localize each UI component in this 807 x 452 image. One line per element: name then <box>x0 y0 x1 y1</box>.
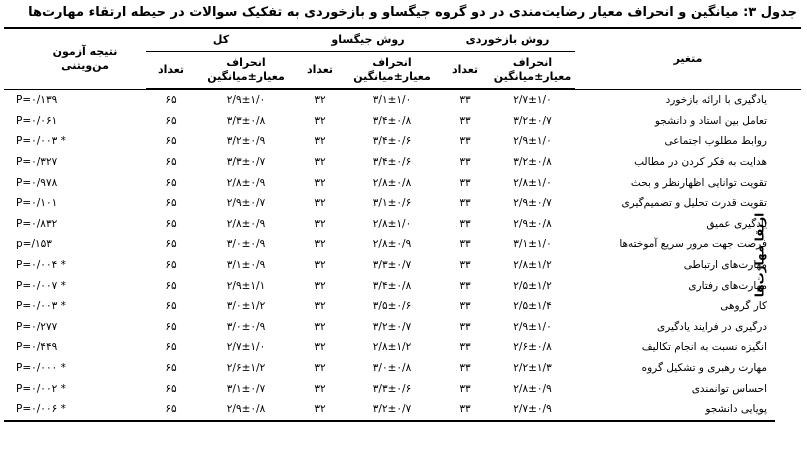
jigsaw-mean-sd: ۳/۴±۰/۸ <box>372 114 412 127</box>
jigsaw-count: ۳۲ <box>314 114 326 127</box>
item-name: هدایت به فکر کردن در مطالب <box>634 156 767 169</box>
total-mean-sd: ۲/۹±۰/۷ <box>226 197 266 210</box>
mann-whitney-p: P=۰/۰۰۳ * <box>16 135 66 148</box>
feedback-mean-sd: ۲/۹±۰/۸ <box>513 217 552 230</box>
jigsaw-count: ۳۲ <box>314 341 326 354</box>
jigsaw-count: ۳۲ <box>314 176 326 189</box>
feedback-count: ۳۳ <box>459 94 471 107</box>
feedback-count: ۳۳ <box>459 362 471 375</box>
mann-whitney-p: P=۰/۰۰۶ * <box>4 399 146 421</box>
total-mean-sd: ۲/۸±۰/۹ <box>226 176 266 189</box>
jigsaw-mean-sd: ۳/۴±۰/۶ <box>372 135 412 148</box>
item-name: فرصت جهت مرور سریع آموخته‌ها <box>619 238 767 251</box>
jigsaw-mean-sd: ۳/۴±۰/۶ <box>372 156 412 169</box>
jigsaw-count: ۳۲ <box>314 362 326 375</box>
feedback-mean-sd: ۲/۷±۱/۰ <box>513 94 552 107</box>
jigsaw-count: ۳۲ <box>314 135 326 148</box>
table-row <box>4 358 801 379</box>
jigsaw-mean-sd: ۳/۱±۱/۰ <box>372 94 412 107</box>
table-row <box>4 255 801 276</box>
feedback-count: ۳۳ <box>459 135 471 148</box>
feedback-mean-sd: ۲/۷±۰/۹ <box>490 399 575 421</box>
total-mean-sd: ۳/۳±۰/۷ <box>226 156 266 169</box>
feedback-mean-sd: ۲/۸±۱/۰ <box>513 176 552 189</box>
total-count: ۶۵ <box>165 300 177 313</box>
header-jigsaw-count: تعداد <box>296 52 344 90</box>
jigsaw-count: ۳۲ <box>314 300 326 313</box>
table-row <box>4 399 801 421</box>
header-total-mean-sd: انحراف معیار±میانگین <box>196 52 296 90</box>
total-mean-sd: ۲/۹±۱/۰ <box>226 94 266 107</box>
total-count: ۶۵ <box>146 399 196 421</box>
total-count: ۶۵ <box>165 320 177 333</box>
jigsaw-mean-sd: ۲/۸±۱/۲ <box>372 341 412 354</box>
total-mean-sd: ۲/۶±۱/۲ <box>226 362 266 375</box>
jigsaw-mean-sd: ۳/۲±۰/۷ <box>344 399 440 421</box>
header-group-feedback: روش بازخوردی <box>440 28 575 52</box>
total-count: ۶۵ <box>165 197 177 210</box>
feedback-count: ۳۳ <box>459 320 471 333</box>
table-row <box>4 234 801 255</box>
mann-whitney-p: P=۰/۸۳۲ <box>16 217 58 230</box>
feedback-mean-sd: ۳/۱±۱/۰ <box>513 238 552 251</box>
total-mean-sd: ۲/۹±۱/۱ <box>226 279 266 292</box>
feedback-count: ۳۳ <box>459 341 471 354</box>
total-count: ۶۵ <box>165 156 177 169</box>
feedback-mean-sd: ۲/۸±۱/۲ <box>513 259 552 272</box>
table-row <box>4 172 801 193</box>
feedback-count: ۳۳ <box>440 399 490 421</box>
item-name: تعامل بین استاد و دانشجو <box>654 114 767 127</box>
table-row <box>4 317 801 338</box>
total-count: ۶۵ <box>165 362 177 375</box>
category-label: ارتقا مهارت‌ها <box>751 212 766 298</box>
header-feedback-mean-sd: انحراف معیار±میانگین <box>490 52 575 90</box>
mann-whitney-p: P=۰/۹۷۸ <box>16 176 58 189</box>
feedback-count: ۳۳ <box>459 197 471 210</box>
feedback-mean-sd: ۳/۲±۰/۸ <box>513 156 552 169</box>
feedback-mean-sd: ۲/۸±۰/۹ <box>513 382 552 395</box>
header-total-count: تعداد <box>146 52 196 90</box>
feedback-mean-sd: ۲/۲±۱/۳ <box>513 362 552 375</box>
jigsaw-count: ۳۲ <box>314 382 326 395</box>
total-count: ۶۵ <box>165 341 177 354</box>
header-group-total: کل <box>146 28 296 52</box>
header-variable: متغیر <box>575 28 801 89</box>
mann-whitney-p: P=۰/۳۲۷ <box>16 156 58 169</box>
feedback-mean-sd: ۲/۹±۱/۰ <box>513 135 552 148</box>
table-row <box>4 193 801 214</box>
feedback-count: ۳۳ <box>459 156 471 169</box>
item-name: احساس توانمندی <box>691 382 767 395</box>
mann-whitney-p: P=۰/۱۰۱ <box>16 197 58 210</box>
table-row <box>4 89 801 111</box>
total-mean-sd: ۳/۰±۱/۲ <box>226 300 266 313</box>
mann-whitney-p: P=۰/۰۰۲ * <box>16 382 66 395</box>
jigsaw-count: ۳۲ <box>314 217 326 230</box>
jigsaw-count: ۳۲ <box>314 94 326 107</box>
item-name: درگیری در فرایند یادگیری <box>657 320 767 333</box>
mann-whitney-p: P=۰/۰۰۳ * <box>16 300 66 313</box>
total-count: ۶۵ <box>165 176 177 189</box>
feedback-count: ۳۳ <box>459 259 471 272</box>
jigsaw-mean-sd: ۲/۸±۰/۸ <box>372 176 412 189</box>
jigsaw-count: ۳۲ <box>314 197 326 210</box>
total-mean-sd: ۳/۲±۰/۹ <box>226 135 266 148</box>
feedback-count: ۳۳ <box>459 382 471 395</box>
jigsaw-mean-sd: ۳/۲±۰/۷ <box>372 320 412 333</box>
jigsaw-count: ۳۲ <box>314 238 326 251</box>
item-name: تقویت توانایی اظهارنظر و بحث <box>630 176 767 189</box>
mann-whitney-p: P=۰/۰۰۰ * <box>16 362 66 375</box>
feedback-count: ۳۳ <box>459 217 471 230</box>
total-mean-sd: ۳/۳±۰/۸ <box>226 114 266 127</box>
feedback-count: ۳۳ <box>459 279 471 292</box>
jigsaw-mean-sd: ۳/۳±۰/۷ <box>372 259 412 272</box>
mann-whitney-p: P=۰/۰۶۱ <box>16 114 58 127</box>
jigsaw-count: ۳۲ <box>296 399 344 421</box>
total-count: ۶۵ <box>165 382 177 395</box>
table-row <box>4 296 801 317</box>
total-count: ۶۵ <box>165 238 177 251</box>
jigsaw-mean-sd: ۳/۵±۰/۶ <box>372 300 412 313</box>
mann-whitney-p: P=۰/۰۰۴ * <box>16 259 66 272</box>
jigsaw-count: ۳۲ <box>314 156 326 169</box>
total-count: ۶۵ <box>165 217 177 230</box>
total-mean-sd: ۳/۱±۰/۷ <box>226 382 266 395</box>
feedback-count: ۳۳ <box>459 114 471 127</box>
total-count: ۶۵ <box>165 279 177 292</box>
mann-whitney-p: P=۰/۴۴۹ <box>16 341 58 354</box>
header-group-jigsaw: روش جیگساو <box>296 28 440 52</box>
jigsaw-mean-sd: ۲/۸±۰/۹ <box>372 238 412 251</box>
total-mean-sd: ۲/۸±۰/۹ <box>226 217 266 230</box>
table-row <box>4 275 801 296</box>
item-name: روابط مطلوب اجتماعی <box>664 135 767 148</box>
feedback-count: ۳۳ <box>459 176 471 189</box>
feedback-mean-sd: ۲/۵±۱/۲ <box>513 279 552 292</box>
feedback-mean-sd: ۲/۹±۱/۰ <box>513 320 552 333</box>
item-name: یادگیری با ارائه بازخورد <box>665 94 767 107</box>
item-name: کار گروهی <box>720 300 767 313</box>
item-name: پویایی دانشجو <box>575 399 775 421</box>
jigsaw-mean-sd: ۳/۱±۰/۶ <box>372 197 412 210</box>
table-body <box>4 89 801 421</box>
total-count: ۶۵ <box>165 135 177 148</box>
mann-whitney-p: p=/۱۵۳ <box>16 238 52 251</box>
item-name: انگیزه نسبت به انجام تکالیف <box>641 341 767 354</box>
total-mean-sd: ۳/۱±۰/۹ <box>226 259 266 272</box>
item-name: مهارت‌های ارتباطی <box>683 259 767 272</box>
table-row <box>4 111 801 132</box>
total-count: ۶۵ <box>165 259 177 272</box>
table-row <box>4 131 801 152</box>
table-row <box>4 152 801 173</box>
total-count: ۶۵ <box>165 94 177 107</box>
feedback-mean-sd: ۲/۹±۰/۷ <box>513 197 552 210</box>
feedback-mean-sd: ۳/۲±۰/۷ <box>513 114 552 127</box>
item-name: تقویت قدرت تحلیل و تصمیم‌گیری <box>621 197 767 210</box>
total-mean-sd: ۳/۰±۰/۹ <box>226 238 266 251</box>
table-row <box>4 378 801 399</box>
feedback-mean-sd: ۲/۵±۱/۴ <box>513 300 552 313</box>
table-caption: جدول ۳: میانگین و انحراف معیار رضایت‌مندی در دو گروه جیگساو و بازخوردی به تفکیک سوالات در حیطه ارتقاء مهارت‌ها <box>28 5 797 20</box>
satisfaction-table <box>4 27 801 422</box>
total-mean-sd: ۲/۹±۰/۸ <box>196 399 296 421</box>
header-jigsaw-mean-sd: انحراف معیار±میانگین <box>344 52 440 90</box>
total-mean-sd: ۳/۰±۰/۹ <box>226 320 266 333</box>
header-feedback-count: تعداد <box>440 52 490 90</box>
header-mann-whitney-result: نتیجه آزمون من‌ویتنی <box>4 28 146 89</box>
feedback-count: ۳۳ <box>459 238 471 251</box>
item-name: مهارت‌های رفتاری <box>688 279 767 292</box>
mann-whitney-p: P=۰/۱۳۹ <box>16 94 58 107</box>
table-row <box>4 337 801 358</box>
jigsaw-mean-sd: ۳/۳±۰/۶ <box>372 382 412 395</box>
jigsaw-mean-sd: ۳/۴±۰/۸ <box>372 279 412 292</box>
mann-whitney-p: P=۰/۲۷۷ <box>16 320 58 333</box>
jigsaw-count: ۳۲ <box>314 279 326 292</box>
total-mean-sd: ۲/۷±۱/۰ <box>226 341 266 354</box>
feedback-mean-sd: ۲/۶±۰/۸ <box>513 341 552 354</box>
feedback-count: ۳۳ <box>459 300 471 313</box>
total-count: ۶۵ <box>165 114 177 127</box>
jigsaw-mean-sd: ۳/۰±۰/۸ <box>372 362 412 375</box>
jigsaw-count: ۳۲ <box>314 259 326 272</box>
jigsaw-mean-sd: ۲/۸±۱/۰ <box>372 217 412 230</box>
mann-whitney-p: P=۰/۰۰۷ * <box>16 279 66 292</box>
table-row <box>4 214 801 235</box>
category-cell <box>751 89 801 421</box>
item-name: یادگیری عمیق <box>706 217 767 230</box>
jigsaw-count: ۳۲ <box>314 320 326 333</box>
item-name: مهارت رهبری و تشکیل گروه <box>641 362 767 375</box>
